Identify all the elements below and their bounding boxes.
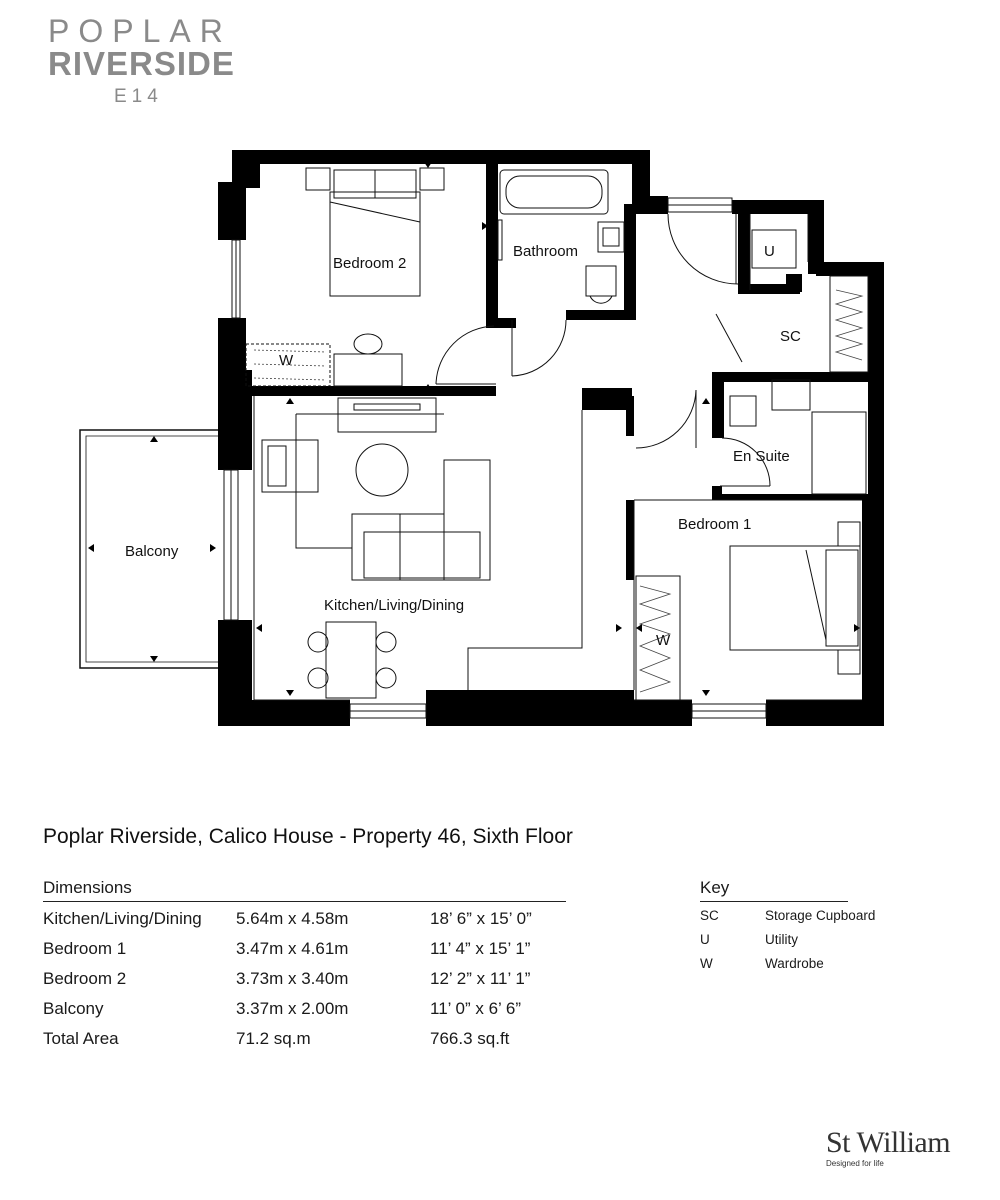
floor-plan — [0, 140, 1000, 740]
dimension-room: Kitchen/Living/Dining — [43, 909, 202, 928]
room-label-bathroom: Bathroom — [513, 243, 579, 260]
dimension-metric: 3.73m x 3.40m — [236, 969, 349, 988]
room-label-utility: U — [764, 243, 775, 260]
key-code: W — [700, 956, 713, 971]
dimension-metric: 71.2 sq.m — [236, 1029, 311, 1048]
room-label-balcony: Balcony — [125, 543, 179, 560]
key-meaning: Utility — [765, 932, 798, 947]
dimension-room: Bedroom 1 — [43, 939, 127, 958]
poplar-riverside-logo — [48, 14, 235, 108]
st-william-logo — [826, 1128, 950, 1168]
logo-line-3: E14 — [114, 86, 163, 107]
room-label-wardrobe-bed2: W — [279, 352, 294, 369]
dimension-imperial: 18’ 6” x 15’ 0” — [430, 909, 532, 928]
dimension-row — [43, 964, 566, 994]
key-row — [700, 904, 876, 928]
dimension-metric: 3.47m x 4.61m — [236, 939, 349, 958]
room-label-wardrobe-bed1: W — [656, 632, 671, 649]
dimension-row — [43, 994, 566, 1024]
dimension-metric: 5.64m x 4.58m — [236, 909, 349, 928]
dimension-row — [43, 904, 566, 934]
dimension-room: Total Area — [43, 1029, 119, 1048]
property-title: Poplar Riverside, Calico House - Property 46, Sixth Floor — [43, 825, 573, 848]
dimension-metric: 3.37m x 2.00m — [236, 999, 349, 1018]
walls — [218, 150, 884, 726]
key-meaning: Storage Cupboard — [765, 908, 876, 923]
dimensions-table — [43, 878, 566, 1054]
wardrobe-hangers — [254, 290, 862, 692]
key-row — [700, 952, 848, 976]
key-meaning: Wardrobe — [765, 956, 824, 971]
key-code: SC — [700, 908, 719, 923]
logo-line-1: POPLAR — [48, 13, 232, 49]
dimension-room: Balcony — [43, 999, 104, 1018]
dimension-imperial: 11’ 4” x 15’ 1” — [430, 939, 531, 958]
brand-name: St William — [826, 1126, 951, 1159]
room-label-bedroom-1: Bedroom 1 — [678, 516, 752, 533]
dimension-row — [43, 1024, 566, 1054]
dimension-imperial: 12’ 2” x 11’ 1” — [430, 969, 531, 988]
dimension-row — [43, 934, 566, 964]
key-table — [700, 878, 876, 976]
dimension-imperial: 766.3 sq.ft — [430, 1029, 510, 1048]
key-code: U — [700, 932, 710, 947]
key-heading: Key — [700, 878, 848, 902]
dimensions-heading: Dimensions — [43, 878, 566, 902]
key-row — [700, 928, 848, 952]
brand-tagline: Designed for life — [826, 1159, 884, 1168]
dimension-imperial: 11’ 0” x 6’ 6” — [430, 999, 522, 1018]
dimension-room: Bedroom 2 — [43, 969, 127, 988]
room-label-ensuite: En Suite — [733, 448, 790, 465]
logo-line-2: RIVERSIDE — [48, 45, 235, 82]
room-label-kitchen: Kitchen/Living/Dining — [324, 597, 465, 614]
room-label-storage: SC — [780, 328, 801, 345]
room-label-bedroom-2: Bedroom 2 — [333, 255, 407, 272]
